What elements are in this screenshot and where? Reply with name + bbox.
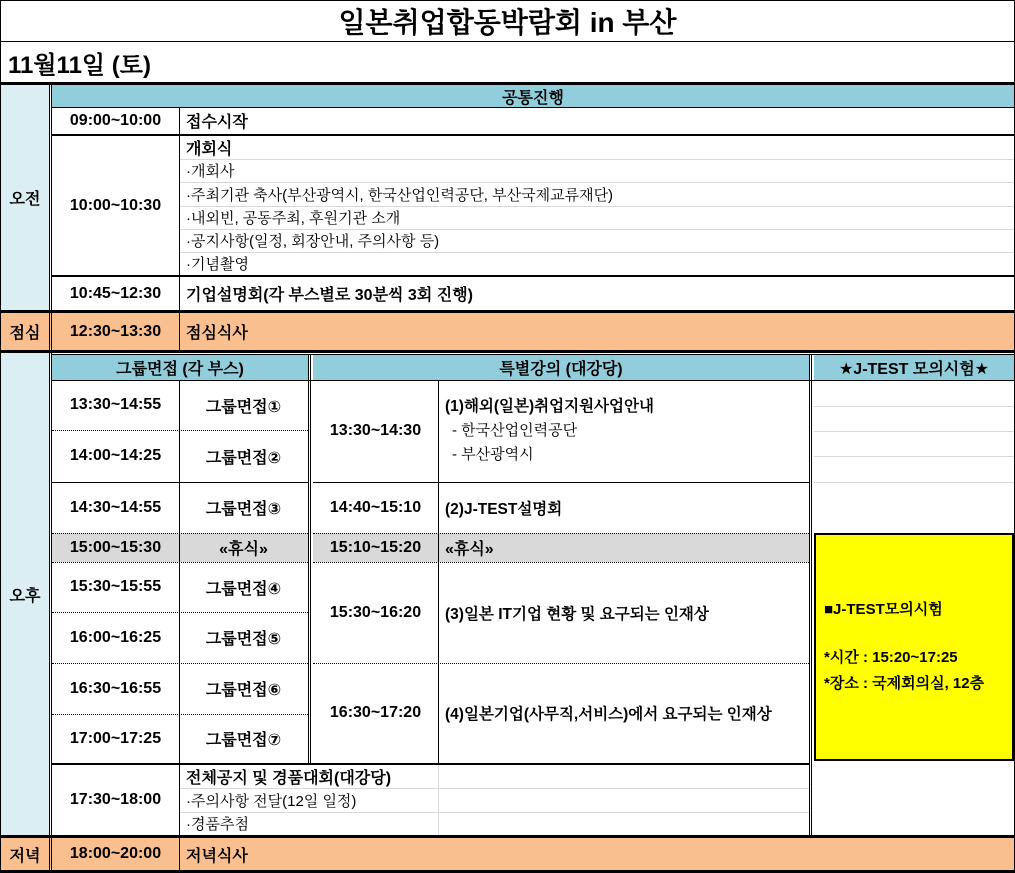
group-row-label: 그룹면접⑦ <box>205 732 282 749</box>
page-title: 일본취업합동박람회 in 부산 <box>338 7 677 38</box>
opening-title: 개회식 <box>186 140 233 158</box>
group-break-time: 15:00~15:30 <box>69 538 162 556</box>
opening-bullet: ·주최기관 축사(부산광역시, 한국산업인력공단, 부산국제교류재단) <box>186 186 614 204</box>
group-row-label: 그룹면접⑥ <box>205 682 282 699</box>
side-label-afternoon: 오후 <box>9 587 41 605</box>
lecture-break-label: «휴식» <box>445 541 494 558</box>
grid-line <box>814 456 1014 457</box>
evening-label: 저녁식사 <box>186 847 248 865</box>
opening-bullet: ·공지사항(일정, 회장안내, 주의사항 등) <box>186 233 440 250</box>
registration-label: 접수시작 <box>186 114 248 131</box>
group-row-label: 그룹면접⑤ <box>205 631 282 648</box>
registration-time: 09:00~10:00 <box>69 111 162 129</box>
opening-bullet: ·개회사 <box>186 163 235 180</box>
group-row-label: 그룹면접② <box>205 449 282 467</box>
group-row-time: 15:30~15:55 <box>69 578 162 595</box>
group-break-label: «휴식» <box>219 541 268 558</box>
evening-time: 18:00~20:00 <box>69 845 162 862</box>
jtest-section-header: ★J-TEST 모의시험★ <box>838 361 990 378</box>
lecture-title: (3)일본 IT기업 현황 및 요구되는 인재상 <box>445 605 709 623</box>
lecture-time: 13:30~14:30 <box>329 422 422 439</box>
group-row-label: 그룹면접① <box>205 398 282 416</box>
lunch-time: 12:30~13:30 <box>69 322 162 340</box>
lunch-bottom-border <box>1 350 1014 353</box>
spacer <box>824 623 1012 645</box>
lecture-section-header: 특별강의 (대강당) <box>499 361 623 378</box>
company-briefing-time: 10:45~12:30 <box>69 284 162 302</box>
table-bottom-border <box>1 870 1014 872</box>
lecture-subline: - 한국산업인력공단 <box>452 421 578 439</box>
group-row-time: 16:00~16:25 <box>69 628 162 646</box>
lecture-title: (4)일본기업(사무직,서비스)에서 요구되는 인재상 <box>445 706 772 723</box>
group-row-time: 14:00~14:25 <box>69 447 162 464</box>
closing-time: 17:30~18:00 <box>69 791 162 808</box>
grid-line <box>814 482 1014 483</box>
lecture-time: 16:30~17:20 <box>329 704 422 721</box>
group-row-time: 14:30~14:55 <box>69 498 162 516</box>
side-label-evening: 저녁 <box>9 847 41 865</box>
lunch-label: 점심식사 <box>186 325 248 342</box>
company-briefing-label: 기업설명회(각 부스별로 30분씩 3회 진행) <box>186 287 473 304</box>
opening-time: 10:00~10:30 <box>69 196 162 214</box>
side-label-lunch: 점심 <box>9 325 41 342</box>
lecture-break-time: 15:10~15:20 <box>329 538 422 556</box>
closing-bullet: ·주의사항 전달(12일 일정) <box>186 792 357 810</box>
grid-line <box>814 406 1014 407</box>
lecture-title: (1)해외(일본)취업지원사업안내 <box>445 398 654 415</box>
lecture-title: (2)J-TEST설명회 <box>445 500 563 518</box>
group-section-header: 그룹면접 (각 부스) <box>116 361 244 378</box>
closing-title: 전체공지 및 경품대회(대강당) <box>186 770 392 787</box>
lecture-time: 15:30~16:20 <box>329 603 422 621</box>
opening-bullet: ·기념촬영 <box>186 256 249 273</box>
date-label: 11월11일 (토) <box>8 51 151 79</box>
side-label-morning: 오전 <box>9 191 41 208</box>
common-section-header: 공통진행 <box>502 89 564 107</box>
opening-bullet: ·내외빈, 공동주최, 후원기관 소개 <box>186 210 401 227</box>
closing-bullet: ·경품추첨 <box>186 816 249 833</box>
jtest-box-title: ■J-TEST모의시험 <box>824 601 943 618</box>
jtest-highlight-box <box>814 533 1014 761</box>
group-row-time: 17:00~17:25 <box>69 729 162 747</box>
lecture-subline: - 부산광역시 <box>452 445 534 463</box>
jtest-box-place: *장소 : 국제회의실, 12층 <box>824 675 985 692</box>
group-row-label: 그룹면접④ <box>205 580 282 598</box>
lecture-time: 14:40~15:10 <box>329 498 422 516</box>
group-row-time: 16:30~16:55 <box>69 679 162 697</box>
jtest-box-time: *시간 : 15:20~17:25 <box>824 649 958 666</box>
group-row-time: 13:30~14:55 <box>69 396 162 413</box>
group-row-label: 그룹면접③ <box>205 501 282 518</box>
group-section-border <box>308 354 311 763</box>
grid-line <box>814 431 1014 432</box>
